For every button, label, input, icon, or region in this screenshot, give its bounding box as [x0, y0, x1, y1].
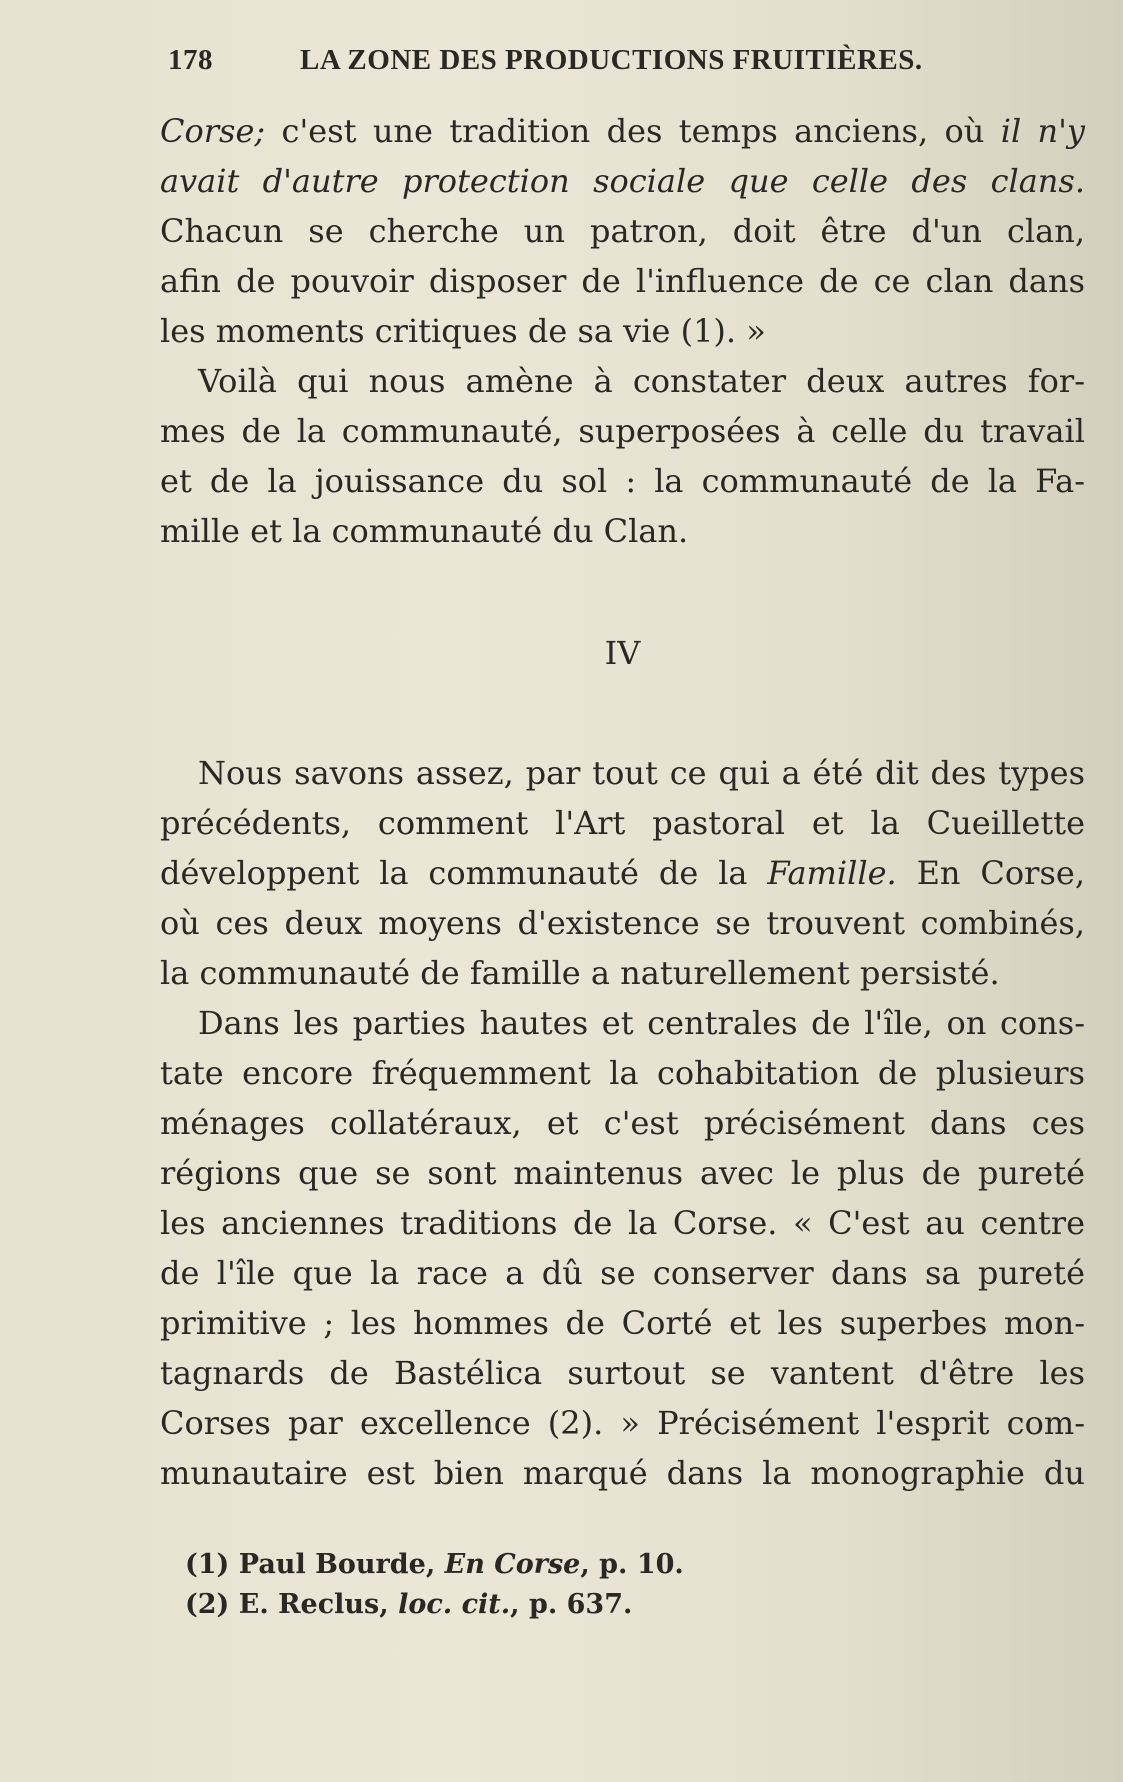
italic-run: Corse;	[160, 112, 266, 150]
text-line: afin de pouvoir disposer de l'influence de ce clan dans	[160, 262, 1085, 300]
text-line: tate encore fréquemment la cohabitation de plusieurs	[160, 1054, 1085, 1092]
text-line: Voilà qui nous amène à constater deux autres for-	[198, 362, 1085, 400]
text-line: Corses par excellence (2). » Précisément l'esprit com-	[160, 1404, 1085, 1442]
text-line: les anciennes traditions de la Corse. « C'est au centre	[160, 1204, 1085, 1242]
text-run: En Corse,	[896, 854, 1086, 892]
text-run: (2) E. Reclus,	[185, 1589, 399, 1620]
italic-run: loc. cit.	[398, 1589, 511, 1620]
page-number: 178	[168, 44, 213, 76]
text-line: la communauté de famille a naturellement persisté.	[160, 954, 1000, 992]
text-line: munautaire est bien marqué dans la monographie du	[160, 1454, 1085, 1492]
text-line: tagnards de Bastélica surtout se vantent d'être les	[160, 1354, 1085, 1392]
text-run: développent la communauté de la	[160, 854, 768, 892]
text-line: mille et la communauté du Clan.	[160, 512, 689, 550]
text-run: , p. 10.	[580, 1549, 684, 1580]
text-line: Nous savons assez, par tout ce qui a été dit des types	[198, 754, 1085, 792]
text-line: Chacun se cherche un patron, doit être d'un clan,	[160, 212, 1085, 250]
running-header	[168, 44, 988, 84]
text-line	[160, 848, 1085, 898]
text-run: c'est une tradition des temps anciens, où	[265, 112, 1001, 150]
text-run: , p. 637.	[510, 1589, 633, 1620]
text-line: précédents, comment l'Art pastoral et la Cueillette	[160, 804, 1085, 842]
text-line: primitive ; les hommes de Corté et les superbes mon-	[160, 1304, 1085, 1342]
section-heading: IV	[604, 634, 641, 672]
text-line: régions que se sont maintenus avec le plus de pureté	[160, 1154, 1085, 1192]
text-run: (1) Paul Bourde,	[185, 1549, 445, 1580]
italic-run: avait d'autre protection sociale que celle des clans.	[160, 162, 1085, 200]
running-title: LA ZONE DES PRODUCTIONS FRUITIÈRES.	[300, 44, 923, 76]
footnote-1	[185, 1546, 885, 1584]
text-line: mes de la communauté, superposées à celle du travail	[160, 412, 1085, 450]
text-line: et de la jouissance du sol : la communauté de la Fa-	[160, 462, 1085, 500]
text-line: où ces deux moyens d'existence se trouvent combinés,	[160, 904, 1085, 942]
italic-run: il n'y	[1000, 112, 1085, 150]
text-line: de l'île que la race a dû se conserver dans sa pureté	[160, 1254, 1085, 1292]
text-line: les moments critiques de sa vie (1). »	[160, 312, 766, 350]
text-line: ménages collatéraux, et c'est précisément dans ces	[160, 1104, 1085, 1142]
italic-run: En Corse	[444, 1549, 581, 1580]
text-line	[160, 106, 1085, 156]
footnote-2	[185, 1586, 885, 1624]
italic-run: Famille.	[767, 854, 897, 892]
text-line	[160, 156, 1085, 206]
text-line: Dans les parties hautes et centrales de l'île, on cons-	[198, 1004, 1085, 1042]
